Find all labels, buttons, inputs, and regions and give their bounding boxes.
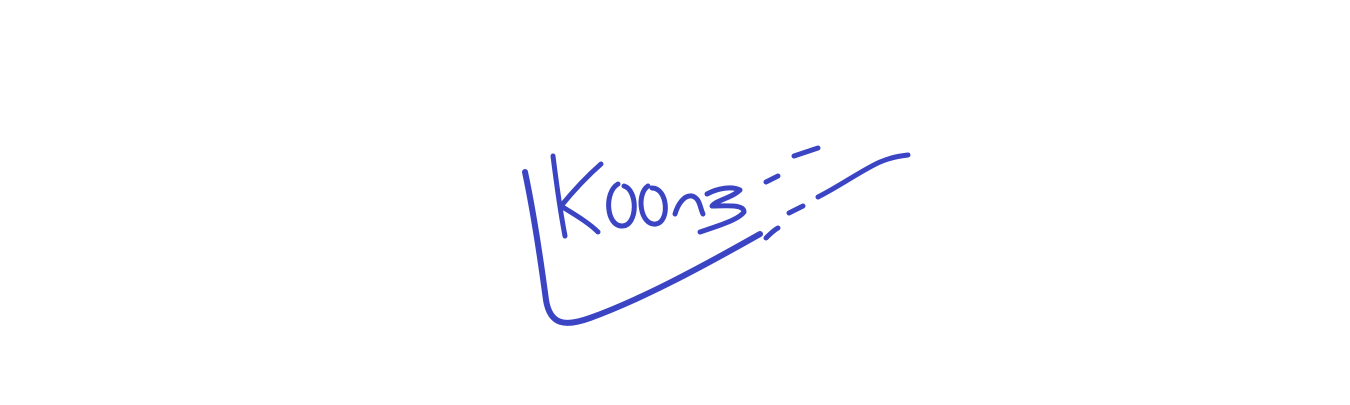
- signature-dash-three: [789, 206, 803, 213]
- signature-dash-one: [766, 176, 778, 182]
- signature-o-two: [641, 186, 665, 224]
- signature-flourish: [818, 155, 908, 197]
- signature-k-arms: [561, 164, 601, 232]
- signature-strokes: [525, 148, 908, 323]
- signature-o-one: [609, 184, 635, 226]
- signature-s: [700, 188, 744, 232]
- signature-dash-four: [766, 228, 778, 238]
- signature-k-stem: [553, 156, 565, 236]
- signature-n: [675, 196, 703, 214]
- signature-dash-two: [794, 148, 818, 156]
